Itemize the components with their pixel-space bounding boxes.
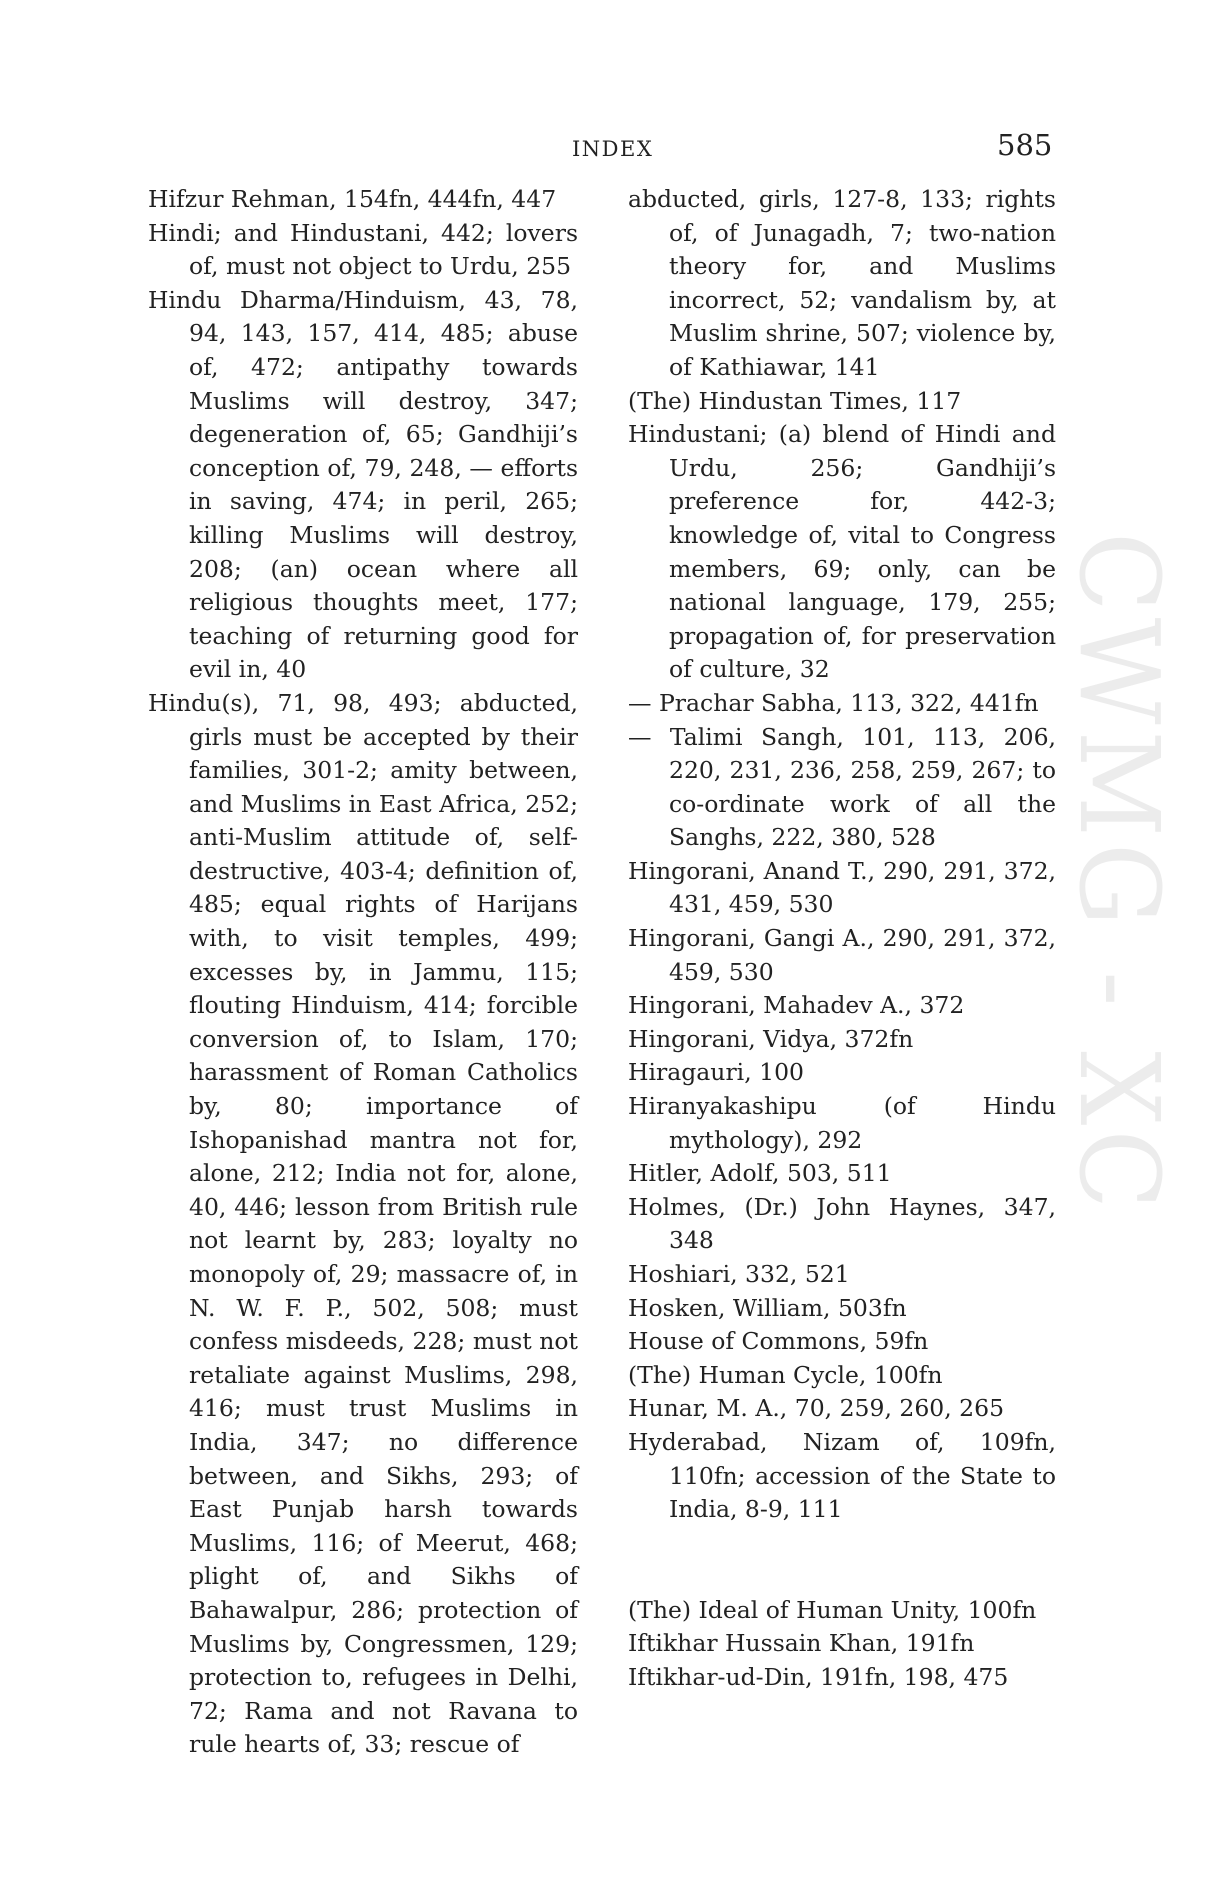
index-entry: Hingorani, Vidya, 372fn [628,1024,914,1053]
index-entry: Iftikhar-ud-Din, 191fn, 198, 475 [628,1662,1009,1691]
index-entry: (The) Hindustan Times, 117 [628,386,962,415]
index-entry: Holmes, (Dr.) John Haynes, 347, 348 [628,1192,1056,1255]
index-entry: Hoshiari, 332, 521 [628,1260,850,1288]
index-entry: (The) Human Cycle, 100fn [628,1360,943,1389]
index-entry: Hyderabad, Nizam of, 109fn, 110fn; accession of the State to India, 8-9, 111 [628,1427,1056,1524]
index-entry: (The) Ideal of Human Unity, 100fn [628,1595,1037,1624]
index-column-left [148,183,578,1762]
index-entry: Hiranyakashipu (of Hindu mythology), 292 [628,1092,1056,1154]
index-entry: Hifzur Rehman, 154fn, 444fn, 447 [148,185,557,213]
running-header: INDEX [572,137,654,161]
index-entry: Hingorani, Mahadev A., 372 [628,991,965,1020]
index-entry: Hindustani; (a) blend of Hindi and Urdu, 256; Gandhiji’s preference for, 442-3; knowledge of, vital to Congress members, 69; only, can be national language, 179, 255; propagation of, for preservation of culture, 32 [628,420,1056,684]
index-entry: Hindu Dharma/Hinduism, 43, 78, 94, 143, 157, 414, 485; abuse of, 472; antipathy towards Muslims will destroy, 347; degeneration of, 65; Gandhiji’s conception of, 79, 248, — efforts in saving, 474; in peril, 265; killing Muslims will destroy, 208; (an) ocean where all religious thoughts meet, 177; teaching of returning good for evil in, 40 [148,285,578,684]
index-entry: — Talimi Sangh, 101, 113, 206, 220, 231, 236, 258, 259, 267; to co-ordinate work of all the Sanghs, 222, 380, 528 [628,722,1056,852]
index-entry: Hunar, M. A., 70, 259, 260, 265 [628,1394,1005,1423]
index-column-right [628,183,1056,1695]
index-entry: Hosken, William, 503fn [628,1293,907,1322]
page-number: 585 [997,128,1053,162]
index-entry: Hitler, Adolf, 503, 511 [628,1159,892,1188]
index-entry: House of Commons, 59fn [628,1327,929,1356]
letter-section-gap [628,1527,1056,1594]
index-entry: Iftikhar Hussain Khan, 191fn [628,1629,975,1658]
index-entry: Hiragauri, 100 [628,1058,804,1087]
index-entry: Hingorani, Gangi A., 290, 291, 372, 459, 530 [628,924,1056,986]
index-entry: — Prachar Sabha, 113, 322, 441fn [628,688,1039,717]
index-entry: Hindu(s), 71, 98, 493; abducted, girls must be accepted by their families, 301-2; amity between, and Muslims in East Africa, 252; anti-Muslim attitude of, self-destructive, 403-4; definition of, 485; equal rights of Harijans with, to visit temples, 499; excesses by, in Jammu, 115; flouting Hinduism, 414; forcible conversion of, to Islam, 170; harassment of Roman Catholics by, 80; importance of Ishopanishad mantra not for, alone, 212; India not for, alone, 40, 446; lesson from British rule not learnt by, 283; loyalty no monopoly of, 29; massacre of, in N. W. F. P., 502, 508; must confess misdeeds, 228; must not retaliate against Muslims, 298, 416; must trust Muslims in India, 347; no difference between, and Sikhs, 293; of East Punjab harsh towards Muslims, 116; of Meerut, 468; plight of, and Sikhs of Bahawalpur, 286; protection of Muslims by, Congressmen, 129; protection to, refugees in Delhi, 72; Rama and not Ravana to rule hearts of, 33; rescue of [148,688,578,1759]
index-entry: abducted, girls, 127-8, 133; rights of, of Junagadh, 7; two-nation theory for, and Muslims incorrect, 52; vandalism by, at Muslim shrine, 507; violence by, of Kathiawar, 141 [628,185,1056,381]
index-entry: Hindi; and Hindustani, 442; lovers of, must not object to Urdu, 255 [148,218,578,281]
index-entry: Hingorani, Anand T., 290, 291, 372, 431, 459, 530 [628,856,1056,919]
watermark: CWMG - XC [1054,532,1184,1216]
